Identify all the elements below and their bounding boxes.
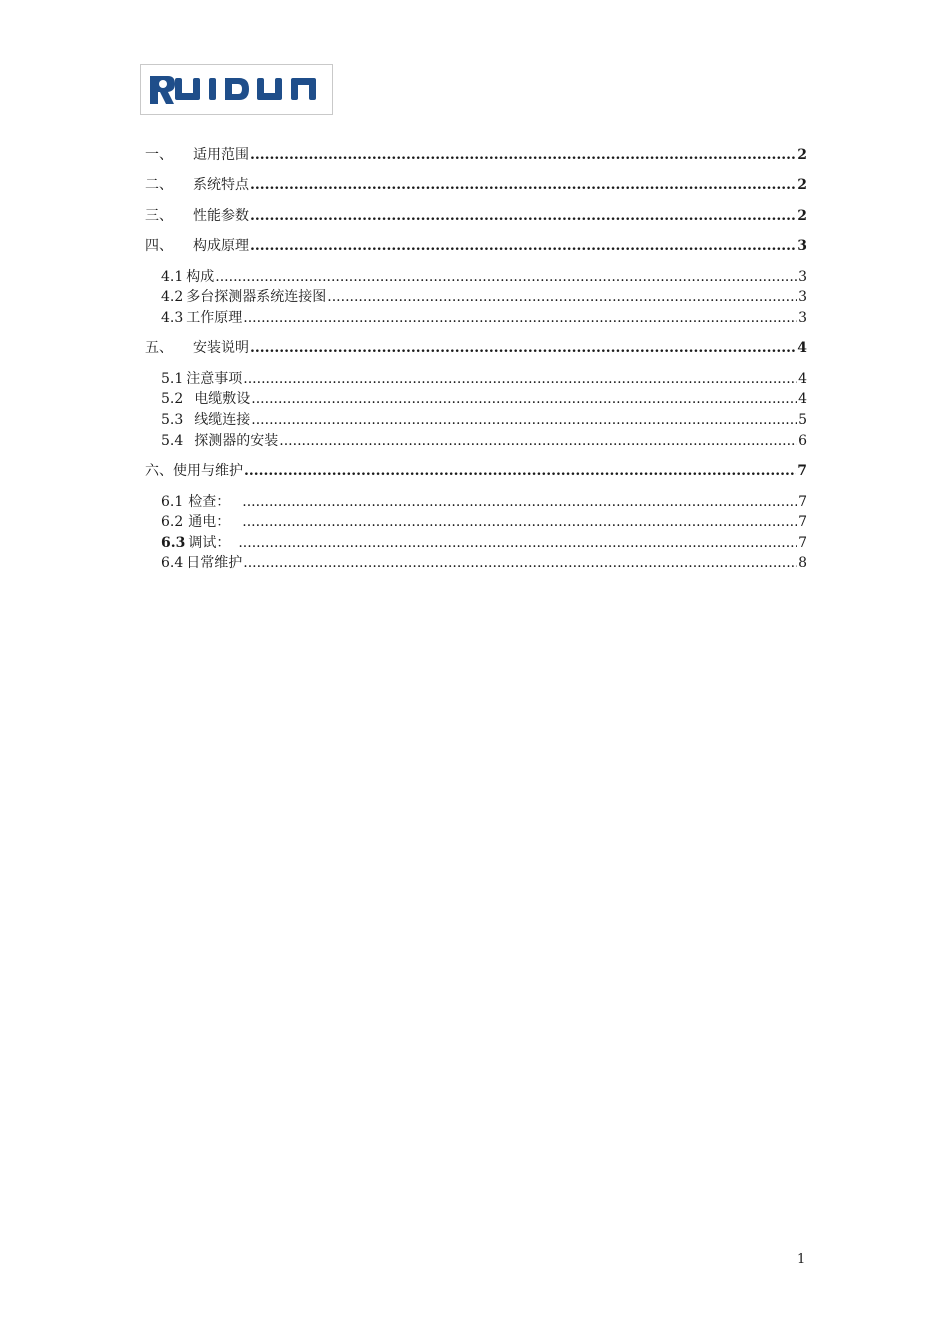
toc-subentry[interactable] <box>161 309 807 327</box>
toc-entry-title: 系统特点 <box>193 177 249 193</box>
toc-entry-number: 5.4 <box>161 433 184 449</box>
toc-entry-title: 调试： <box>188 535 231 551</box>
toc-entry-title: 性能参数 <box>193 208 249 224</box>
toc-entry-number: 5.3 <box>161 412 184 428</box>
toc-entry-page: 7 <box>798 514 807 530</box>
toc-dot-leader <box>242 493 797 511</box>
toc-subentry[interactable] <box>161 432 807 450</box>
toc-entry-number: 一、 <box>145 147 173 163</box>
toc-subentry[interactable] <box>161 493 807 511</box>
toc-entry-page: 2 <box>797 147 807 163</box>
toc-entry-number: 6.1 <box>161 494 184 510</box>
toc-entry-number: 6.3 <box>161 535 186 551</box>
toc-entry[interactable] <box>145 146 807 164</box>
toc-entry-title: 工作原理 <box>186 310 243 326</box>
toc-entry-title: 使用与维护 <box>173 463 243 479</box>
toc-entry[interactable] <box>145 339 807 357</box>
toc-subentry[interactable] <box>161 534 807 552</box>
toc-entry[interactable] <box>145 237 807 255</box>
toc-dot-leader <box>250 339 796 357</box>
toc-entry-number: 四、 <box>145 238 173 254</box>
toc-entry-title: 注意事项 <box>186 371 243 387</box>
toc-entry[interactable] <box>145 176 807 194</box>
toc-dot-leader <box>250 146 796 164</box>
toc-entry-number: 六、 <box>145 463 173 479</box>
toc-dot-leader <box>238 534 797 552</box>
toc-subentry[interactable] <box>161 370 807 388</box>
toc-entry-page: 8 <box>798 555 807 571</box>
logo-mark-icon <box>148 72 176 108</box>
toc-entry-page: 7 <box>798 494 807 510</box>
toc-subentry[interactable] <box>161 288 807 306</box>
toc-entry-page: 7 <box>797 463 807 479</box>
toc-dot-leader <box>250 207 796 225</box>
toc-entry-page: 7 <box>798 535 807 551</box>
toc-entry-number: 4.3 <box>161 310 184 326</box>
toc-entry[interactable] <box>145 207 807 225</box>
toc-entry-number: 二、 <box>145 177 173 193</box>
toc-entry[interactable] <box>145 462 807 480</box>
page-number: 1 <box>797 1252 806 1267</box>
toc-entry-number: 5.2 <box>161 391 184 407</box>
toc-dot-leader <box>215 268 797 286</box>
toc-entry-title: 探测器的安装 <box>194 433 279 449</box>
toc-dot-leader <box>327 288 797 306</box>
toc-dot-leader <box>251 390 797 408</box>
toc-entry-title: 通电： <box>188 514 231 530</box>
toc-subentry[interactable] <box>161 411 807 429</box>
toc-entry-number: 6.2 <box>161 514 184 530</box>
toc-dot-leader <box>279 432 797 450</box>
toc-dot-leader <box>243 309 797 327</box>
toc-entry-title: 适用范围 <box>193 147 249 163</box>
toc-entry-page: 5 <box>798 412 807 428</box>
toc-entry-number: 五、 <box>145 340 173 356</box>
toc-entry-title: 多台探测器系统连接图 <box>186 289 327 305</box>
toc-entry-page: 4 <box>798 391 807 407</box>
toc-entry-page: 4 <box>797 340 807 356</box>
toc-entry-title: 线缆连接 <box>194 412 251 428</box>
toc-subentry[interactable] <box>161 513 807 531</box>
toc-entry-title: 电缆敷设 <box>194 391 251 407</box>
toc-entry-number: 三、 <box>145 208 173 224</box>
toc-entry-page: 3 <box>798 310 807 326</box>
logo-wordmark-icon <box>173 72 333 108</box>
toc-dot-leader <box>243 554 797 572</box>
toc-entry-title: 日常维护 <box>186 555 243 571</box>
toc-dot-leader <box>250 237 796 255</box>
toc-entry-page: 3 <box>798 289 807 305</box>
toc-subentry[interactable] <box>161 554 807 572</box>
toc-entry-page: 2 <box>797 177 807 193</box>
toc-entry-page: 3 <box>797 238 807 254</box>
toc-entry-title: 构成原理 <box>193 238 249 254</box>
toc-entry-page: 2 <box>797 208 807 224</box>
toc-entry-number: 4.2 <box>161 289 184 305</box>
toc-entry-title: 安装说明 <box>193 340 249 356</box>
toc-subentry[interactable] <box>161 268 807 286</box>
toc-dot-leader <box>243 370 797 388</box>
toc-dot-leader <box>242 513 797 531</box>
toc-dot-leader <box>244 462 796 480</box>
toc-dot-leader <box>250 176 796 194</box>
toc-entry-title: 检查： <box>188 494 231 510</box>
toc-subentry[interactable] <box>161 390 807 408</box>
toc-dot-leader <box>251 411 797 429</box>
toc-entry-page: 4 <box>798 371 807 387</box>
toc-entry-number: 5.1 <box>161 371 184 387</box>
toc-entry-number: 6.4 <box>161 555 184 571</box>
company-logo <box>140 64 333 115</box>
toc-entry-number: 4.1 <box>161 269 184 285</box>
toc-entry-page: 3 <box>798 269 807 285</box>
toc-entry-page: 6 <box>798 433 807 449</box>
toc-entry-title: 构成 <box>186 269 215 285</box>
